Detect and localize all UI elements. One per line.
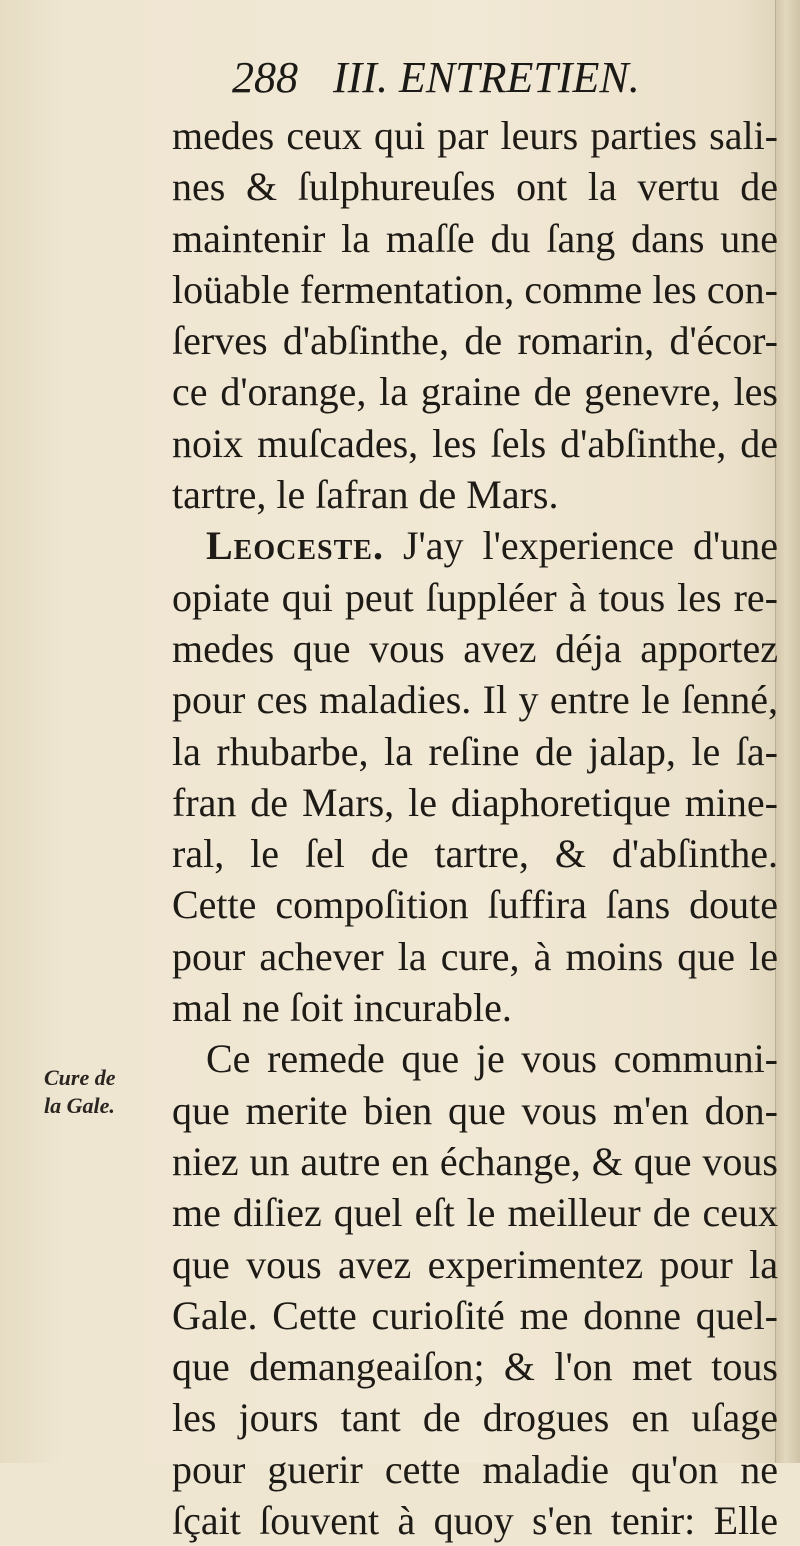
text-line: ſçait ſouvent à quoy s'en tenir: Elle: [172, 1498, 778, 1544]
text-line: que merite bien que vous m'en don-: [172, 1087, 778, 1133]
text-line: Ce remede que je vous communi-: [206, 1036, 778, 1082]
speaker-name: Leoceste.: [206, 523, 384, 569]
text-line: que vous avez experimentez pour la: [172, 1241, 778, 1287]
text-line: Cette compoſition ſuffira ſans doute: [172, 882, 778, 928]
running-title: III. ENTRETIEN.: [333, 53, 640, 102]
text-line: opiate qui peut ſuppléer à tous les re-: [172, 574, 778, 620]
text-line: ce d'orange, la graine de genevre, les: [172, 369, 778, 415]
text-line: medes que vous avez déja apportez: [172, 625, 778, 671]
text-line: loüable fermentation, comme les con-: [172, 266, 778, 312]
text-line: me diſiez quel eſt le meilleur de ceux: [172, 1190, 778, 1236]
running-header: [232, 52, 792, 104]
text-line: mal ne ſoit incurable.: [172, 985, 512, 1031]
text-line: la rhubarbe, la reſine de jalap, le ſa-: [172, 728, 778, 774]
text-line: noix muſcades, les ſels d'abſinthe, de: [172, 420, 778, 466]
page-edge: [775, 0, 800, 1463]
text-line: Gale. Cette curioſité me donne quel-: [172, 1292, 778, 1338]
text-line: tartre, le ſafran de Mars.: [172, 472, 559, 518]
text-line: pour guerir cette maladie qu'on ne: [172, 1446, 778, 1492]
text-line: nes & ſulphureuſes ont la vertu de: [172, 164, 778, 210]
text-line: ſerves d'abſinthe, de romarin, d'écor-: [172, 318, 778, 364]
text-line: maintenir la maſſe du ſang dans une: [172, 215, 778, 261]
speaker-text: J'ay l'experience d'une: [402, 523, 779, 569]
body-text: [172, 110, 778, 1546]
page-number: 288: [232, 53, 298, 102]
speaker-line: [172, 520, 778, 571]
margin-note-line: la Gale.: [44, 1093, 115, 1118]
margin-note: [44, 1064, 164, 1120]
text-line: pour achever la cure, à moins que le: [172, 933, 778, 979]
margin-note-line: Cure de: [44, 1065, 116, 1090]
text-line: fran de Mars, le diaphoretique mine-: [172, 779, 778, 825]
text-line: ral, le ſel de tartre, & d'abſinthe.: [172, 831, 778, 877]
text-line: medes ceux qui par leurs parties sali-: [172, 113, 778, 158]
text-line: niez un autre en échange, & que vous: [172, 1138, 778, 1184]
text-line: que demangeaiſon; & l'on met tous: [172, 1344, 778, 1390]
text-line: pour ces maladies. Il y entre le ſenné,: [172, 677, 778, 723]
text-line: les jours tant de drogues en uſage: [172, 1395, 778, 1441]
